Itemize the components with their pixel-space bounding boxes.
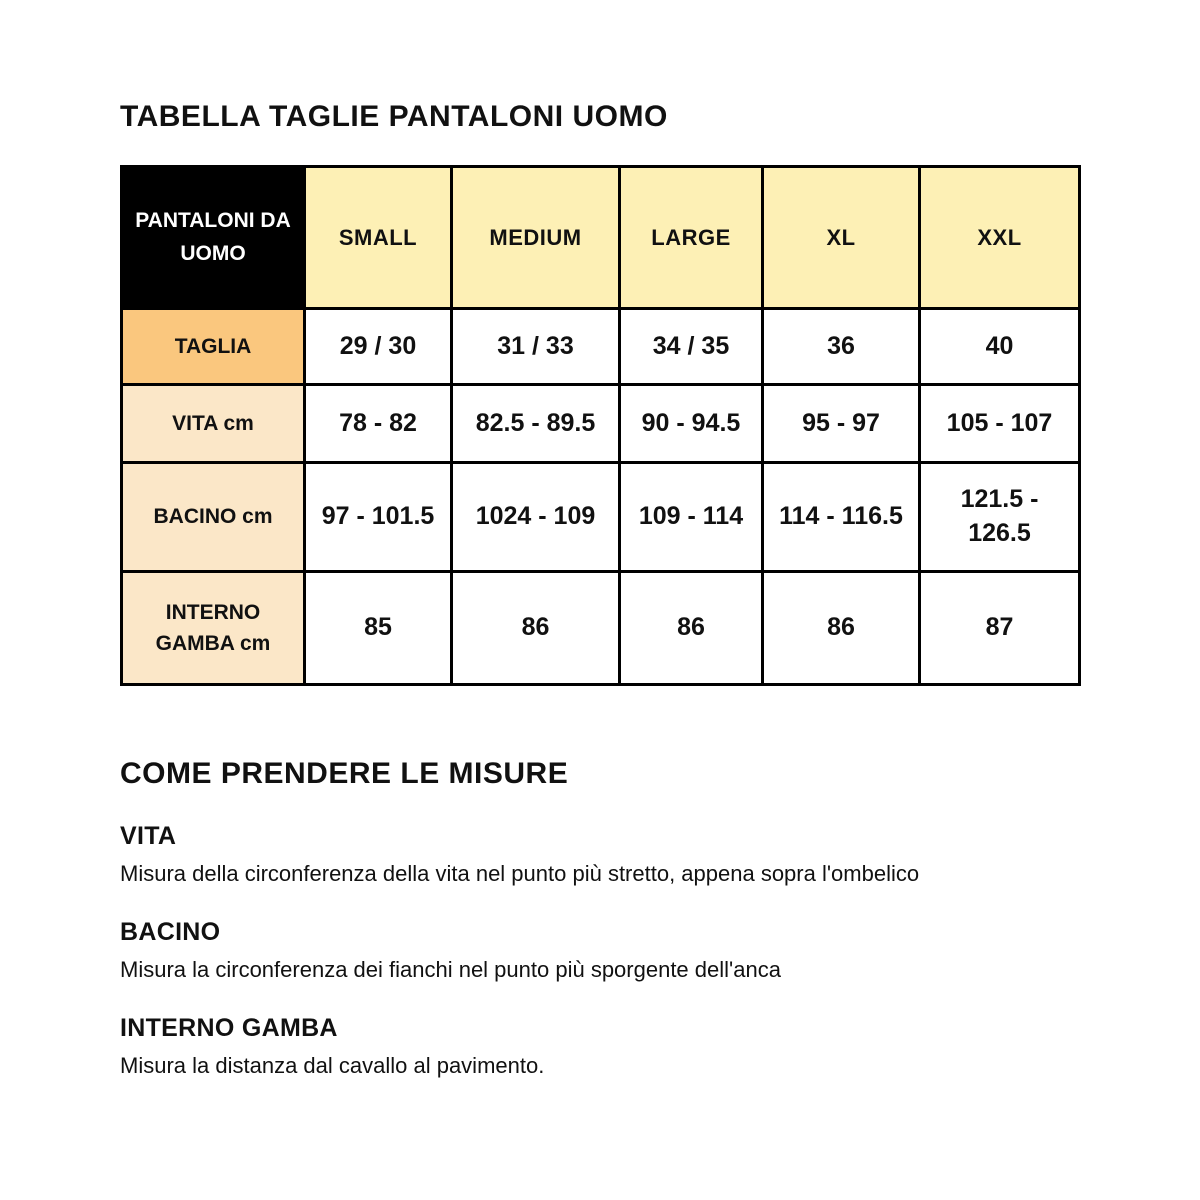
bacino-xl-value: 114 - 116.5 — [763, 463, 920, 572]
taglia-large-value: 34 / 35 — [620, 309, 763, 385]
row-label-vita: VITA cm — [122, 385, 305, 463]
bacino-large-value: 109 - 114 — [620, 463, 763, 572]
taglia-small-value: 29 / 30 — [305, 309, 452, 385]
column-header-small: SMALL — [305, 167, 452, 309]
interno-xxl-value: 87 — [920, 572, 1080, 685]
row-label-bacino: BACINO cm — [122, 463, 305, 572]
bacino-medium-value: 1024 - 109 — [452, 463, 620, 572]
table-row-interno-gamba — [122, 572, 1080, 685]
guide-section-vita — [120, 822, 1078, 887]
interno-medium-value: 86 — [452, 572, 620, 685]
interno-large-value: 86 — [620, 572, 763, 685]
interno-small-value: 85 — [305, 572, 452, 685]
vita-xxl-value: 105 - 107 — [920, 385, 1080, 463]
vita-large-value: 90 - 94.5 — [620, 385, 763, 463]
bacino-xxl-value: 121.5 - 126.5 — [920, 463, 1080, 572]
guide-text-interno-gamba: Misura la distanza dal cavallo al pavimento. — [120, 1053, 545, 1078]
guide-heading-vita: VITA — [120, 822, 177, 850]
guide-text-vita: Misura della circonferenza della vita nel punto più stretto, appena sopra l'ombelico — [120, 861, 920, 886]
content-column — [120, 0, 1078, 1079]
page-title: TABELLA TAGLIE PANTALONI UOMO — [120, 100, 668, 133]
table-header-row — [122, 167, 1080, 309]
guide-section-bacino — [120, 918, 1078, 983]
size-table — [120, 165, 1081, 686]
column-header-xxl: XXL — [920, 167, 1080, 309]
guide-text-bacino: Misura la circonferenza dei fianchi nel punto più sporgente dell'anca — [120, 957, 781, 982]
guide-section-interno-gamba — [120, 1014, 1078, 1079]
table-row-vita — [122, 385, 1080, 463]
guide-heading-interno-gamba: INTERNO GAMBA — [120, 1014, 338, 1042]
guide-heading-bacino: BACINO — [120, 918, 221, 946]
table-row-taglia — [122, 309, 1080, 385]
taglia-medium-value: 31 / 33 — [452, 309, 620, 385]
table-corner-label: PANTALONI DA UOMO — [122, 167, 305, 309]
table-row-bacino — [122, 463, 1080, 572]
vita-small-value: 78 - 82 — [305, 385, 452, 463]
vita-medium-value: 82.5 - 89.5 — [452, 385, 620, 463]
vita-xl-value: 95 - 97 — [763, 385, 920, 463]
column-header-medium: MEDIUM — [452, 167, 620, 309]
column-header-large: LARGE — [620, 167, 763, 309]
taglia-xxl-value: 40 — [920, 309, 1080, 385]
bacino-small-value: 97 - 101.5 — [305, 463, 452, 572]
measure-guide-title: COME PRENDERE LE MISURE — [120, 757, 569, 790]
row-label-interno-gamba: INTERNO GAMBA cm — [122, 572, 305, 685]
row-label-taglia: TAGLIA — [122, 309, 305, 385]
column-header-xl: XL — [763, 167, 920, 309]
taglia-xl-value: 36 — [763, 309, 920, 385]
interno-xl-value: 86 — [763, 572, 920, 685]
